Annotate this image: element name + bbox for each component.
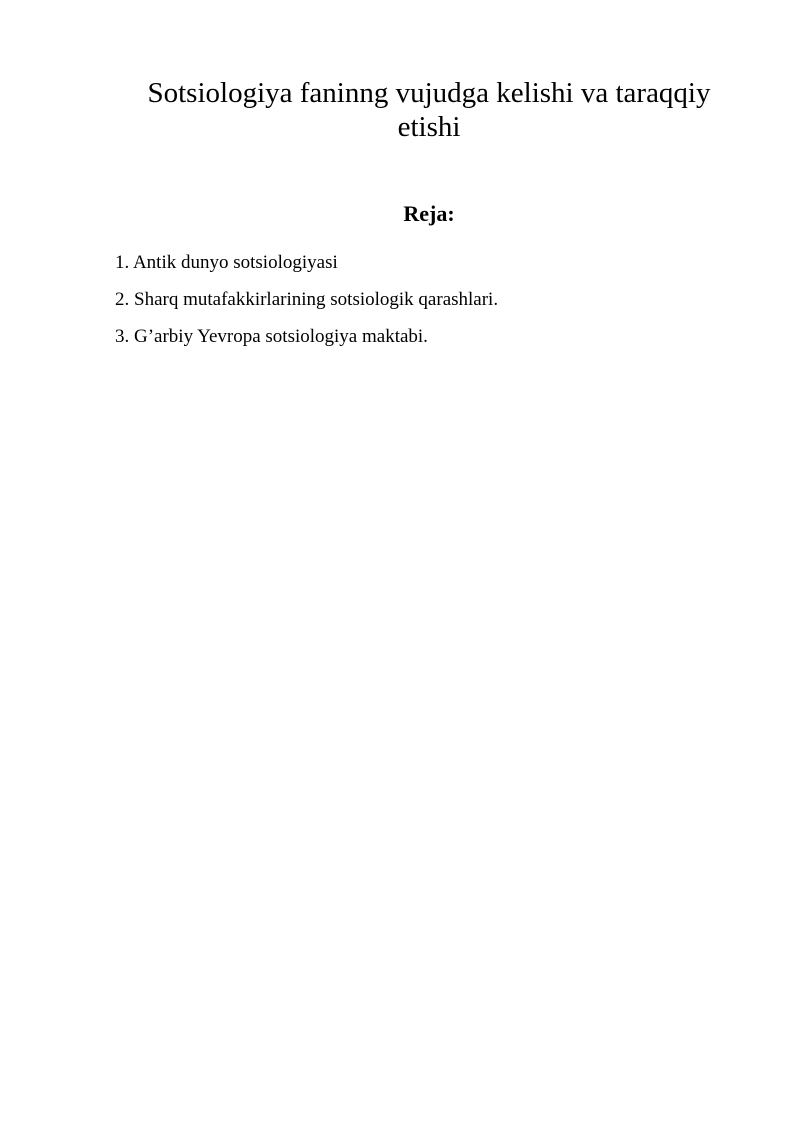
plan-item-3: 3. G’arbiy Yevropa sotsiologiya maktabi. xyxy=(115,326,428,347)
plan-heading: Reja: xyxy=(403,201,455,226)
document-title-line-1: Sotsiologiya faninng vujudga kelishi va taraqqiy xyxy=(147,77,711,109)
document-title-line-2: etishi xyxy=(397,111,461,143)
plan-list xyxy=(115,250,743,361)
plan-item-1: 1. Antik dunyo sotsiologiyasi xyxy=(115,252,338,273)
plan-item-2: 2. Sharq mutafakkirlarining sotsiologik qarashlari. xyxy=(115,289,499,310)
document-title xyxy=(115,76,743,144)
